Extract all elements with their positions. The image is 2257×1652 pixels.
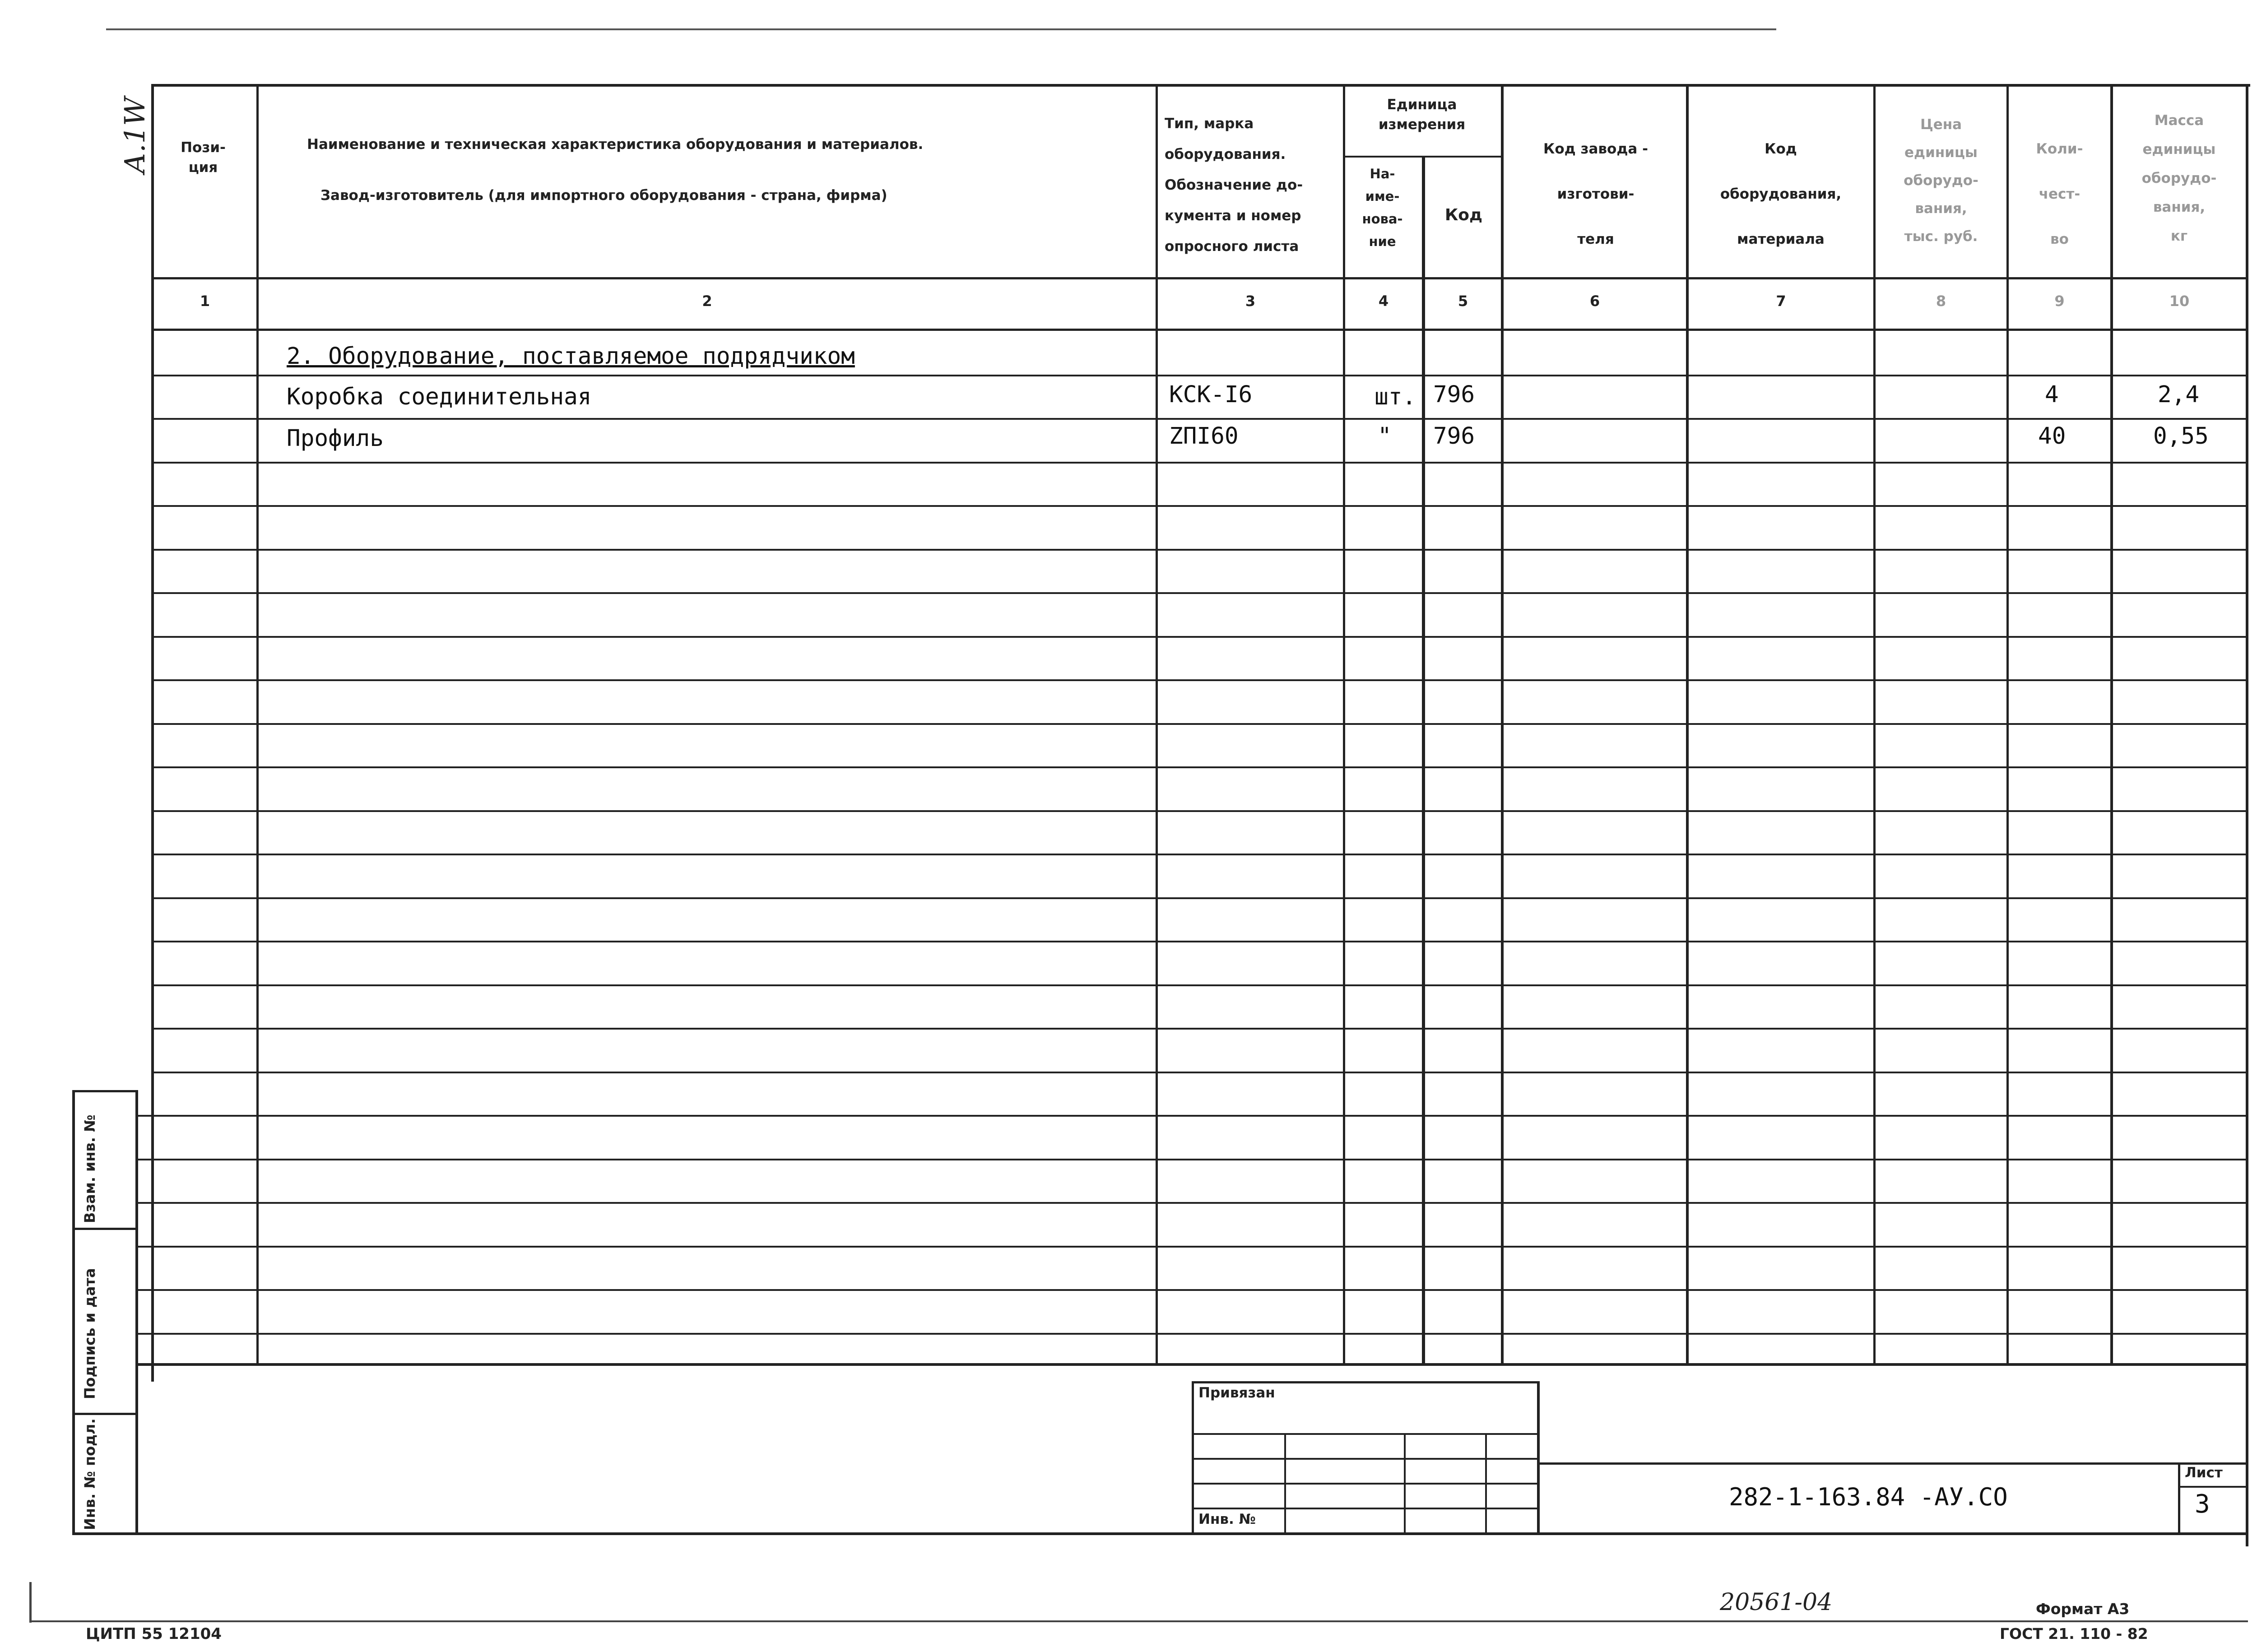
col-number: 2 — [702, 292, 712, 310]
side-label-vzam: Взам. инв. № — [81, 1114, 98, 1223]
row-mass: 2,4 — [2158, 381, 2200, 408]
row-code: 796 — [1433, 381, 1475, 408]
table-row-line — [151, 505, 2248, 507]
table-row-line — [151, 418, 2248, 420]
stamp-privyazan: Привязан — [1198, 1385, 1275, 1401]
table-row-line — [151, 549, 2248, 551]
col-number: 3 — [1245, 292, 1256, 310]
footer-line — [29, 1620, 2248, 1622]
table-row-line — [151, 375, 2248, 376]
sheet-number: 3 — [2195, 1490, 2210, 1519]
table-row-line — [151, 854, 2248, 855]
header-col45: Единица измерения — [1378, 97, 1466, 133]
side-label-inv-podl: Инв. № подл. — [81, 1418, 98, 1530]
footer-left-code: ЦИТП 55 12104 — [86, 1625, 222, 1643]
footer-corner-line — [29, 1582, 32, 1623]
header-col4: На- име- нова- ние — [1362, 166, 1403, 249]
table-row-line — [151, 723, 2248, 725]
table-row-line — [135, 1246, 2248, 1248]
row-name: Профиль — [287, 425, 384, 452]
header-col10: Масса единицы оборудо- вания, кг — [2141, 112, 2217, 244]
row-name: Коробка соединительная — [287, 384, 592, 410]
header-col8: Цена единицы оборудо- вания, тыс. руб. — [1904, 116, 1978, 245]
col-number: 7 — [1776, 292, 1786, 310]
table-row-line — [151, 984, 2248, 986]
table-row-line — [151, 810, 2248, 812]
header-col5: Код — [1444, 206, 1483, 224]
row-unit: шт. — [1375, 384, 1416, 410]
side-label-podpis: Подпись и дата — [81, 1268, 98, 1399]
table-row-line — [151, 766, 2248, 768]
header-col2-line2: Завод-изготовитель (для импортного оборудования - страна, фирма) — [320, 187, 887, 204]
col-number: 9 — [2054, 292, 2065, 310]
col-number: 1 — [200, 292, 210, 310]
row-unit: " — [1378, 423, 1392, 450]
table-row-line — [135, 1115, 2248, 1117]
row-qty: 40 — [2038, 423, 2066, 450]
footer-gost: ГОСТ 21. 110 - 82 — [2000, 1625, 2148, 1643]
footer-handwritten-number: 20561-04 — [1720, 1589, 1833, 1616]
sheet-label: Лист — [2185, 1465, 2223, 1481]
document-code: 282-1-163.84 -АУ.СО — [1729, 1483, 2008, 1511]
col-number: 5 — [1458, 292, 1468, 310]
table-row-line — [151, 636, 2248, 638]
row-mass: 0,55 — [2153, 423, 2209, 450]
stamp-inv: Инв. № — [1198, 1511, 1256, 1527]
table-row-line — [151, 592, 2248, 594]
row-code: 796 — [1433, 423, 1475, 450]
header-col7: Код оборудования, материала — [1720, 141, 1842, 247]
header-col3: Тип, марка оборудования. Обозначение до- кумента и номер опросного листа — [1165, 116, 1303, 255]
table-row-line — [151, 941, 2248, 942]
header-col1: Пози- ция — [181, 139, 226, 176]
table-row-line — [135, 1159, 2248, 1160]
table-row-line — [151, 1028, 2248, 1030]
header-col2-line1: Наименование и техническая характеристика оборудования и материалов. — [307, 136, 924, 153]
table-row-line — [151, 897, 2248, 899]
table-row-line — [135, 1333, 2248, 1335]
header-col9: Коли- чест- во — [2036, 141, 2083, 247]
col-number: 4 — [1378, 292, 1389, 310]
col-number: 10 — [2169, 292, 2190, 310]
corner-mark: А.1W — [118, 97, 151, 174]
table-row-line — [135, 1202, 2248, 1204]
header-col6: Код завода - изготови- теля — [1543, 141, 1648, 247]
row-type: КСК-I6 — [1169, 381, 1253, 408]
table-row-line — [135, 1289, 2248, 1291]
table-row-line — [151, 462, 2248, 464]
table-row-line — [151, 679, 2248, 681]
row-type: ZПI60 — [1169, 423, 1239, 450]
row-section-title: 2. Оборудование, поставляемое подрядчиком — [287, 343, 855, 370]
table-row-line — [151, 1072, 2248, 1073]
top-page-line — [106, 28, 1776, 30]
col-number: 8 — [1936, 292, 1946, 310]
footer-format: Формат А3 — [2036, 1600, 2130, 1618]
col-number: 6 — [1589, 292, 1600, 310]
row-qty: 4 — [2045, 381, 2059, 408]
